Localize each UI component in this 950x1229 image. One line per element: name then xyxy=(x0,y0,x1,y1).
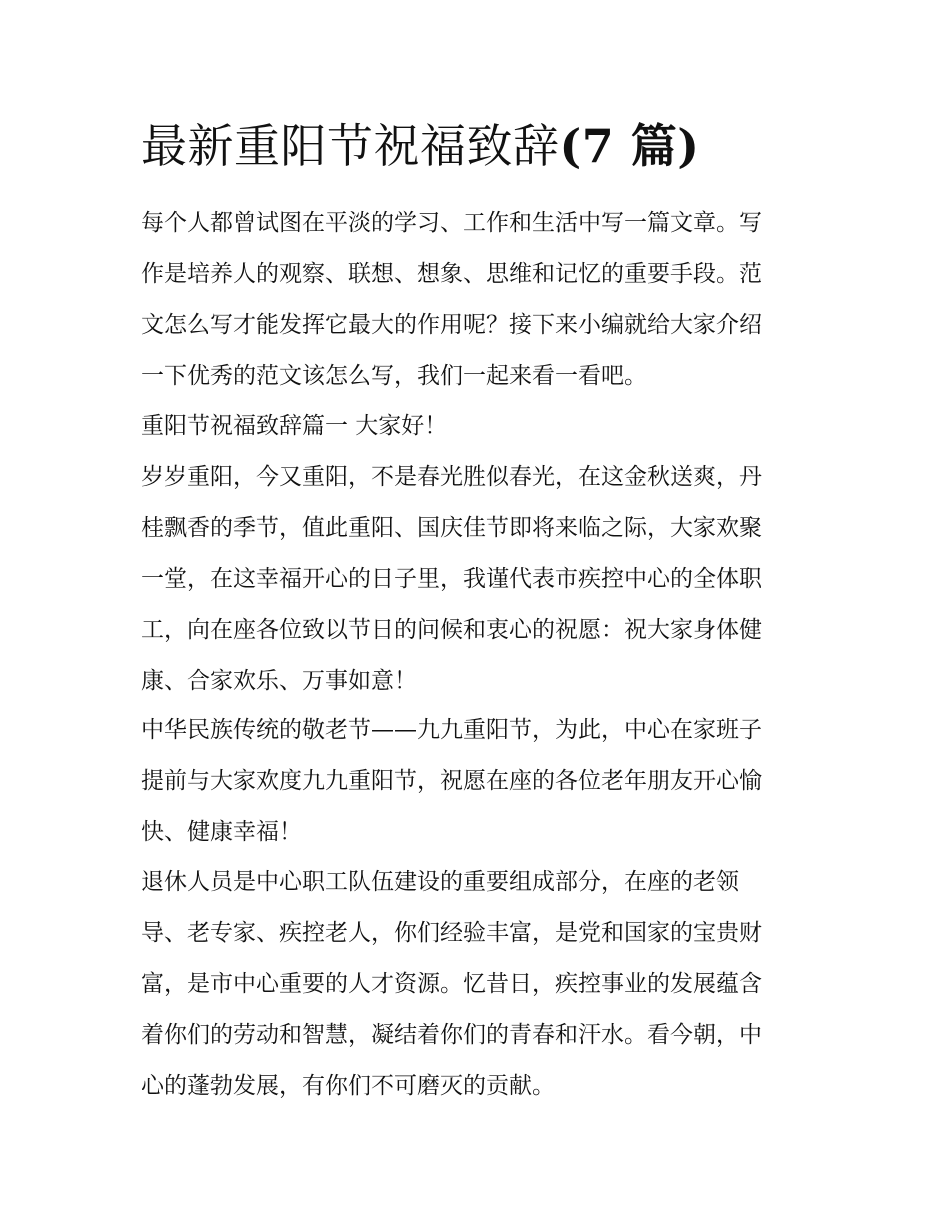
text-line: 作是培养人的观察、联想、想象、思维和记忆的重要手段。范 xyxy=(141,261,762,287)
paragraph-tradition xyxy=(141,705,762,858)
text-line: 桂飘香的季节，值此重阳、国庆佳节即将来临之际，大家欢聚 xyxy=(141,515,762,541)
text-line: 康、合家欢乐、万事如意！ xyxy=(141,668,417,694)
title-main: 最新重阳节祝福致辞 xyxy=(141,119,560,173)
text-line: 岁岁重阳，今又重阳，不是春光胜似春光，在这金秋送爽，丹 xyxy=(141,464,762,490)
document-title xyxy=(141,112,841,180)
text-line: 富，是市中心重要的人才资源。忆昔日，疾控事业的发展蕴含 xyxy=(141,971,762,997)
paragraph-retirees xyxy=(141,857,762,1112)
text-line: 快、健康幸福！ xyxy=(141,819,302,845)
text-line: 中华民族传统的敬老节——九九重阳节，为此，中心在家班子 xyxy=(141,717,762,743)
paragraph-greeting xyxy=(141,401,447,452)
text-line: 工，向在座各位致以节日的问候和衷心的祝愿：祝大家身体健 xyxy=(141,617,762,643)
text-line: 提前与大家欢度九九重阳节，祝愿在座的各位老年朋友开心愉 xyxy=(141,768,762,794)
text-line: 一堂，在这幸福开心的日子里，我谨代表市疾控中心的全体职 xyxy=(141,566,762,592)
title-suffix: (7 篇) xyxy=(559,119,700,173)
text-line: 着你们的劳动和智慧，凝结着你们的青春和汗水。看今朝，中 xyxy=(141,1022,762,1048)
text-line: 每个人都曾试图在平淡的学习、工作和生活中写一篇文章。写 xyxy=(141,210,762,236)
text-line: 导、老专家、疾控老人，你们经验丰富，是党和国家的宝贵财 xyxy=(141,920,762,946)
text-line: 文怎么写才能发挥它最大的作用呢？接下来小编就给大家介绍 xyxy=(141,312,762,338)
text-line: 退休人员是中心职工队伍建设的重要组成部分，在座的老领 xyxy=(141,869,739,895)
paragraph-intro xyxy=(141,198,762,402)
paragraph-festival xyxy=(141,452,762,707)
text-line: 一下优秀的范文该怎么写，我们一起来看一看吧。 xyxy=(141,363,647,389)
text-line: 重阳节祝福致辞篇一 大家好！ xyxy=(141,413,448,439)
text-line: 心的蓬勃发展，有你们不可磨灭的贡献。 xyxy=(141,1073,555,1099)
